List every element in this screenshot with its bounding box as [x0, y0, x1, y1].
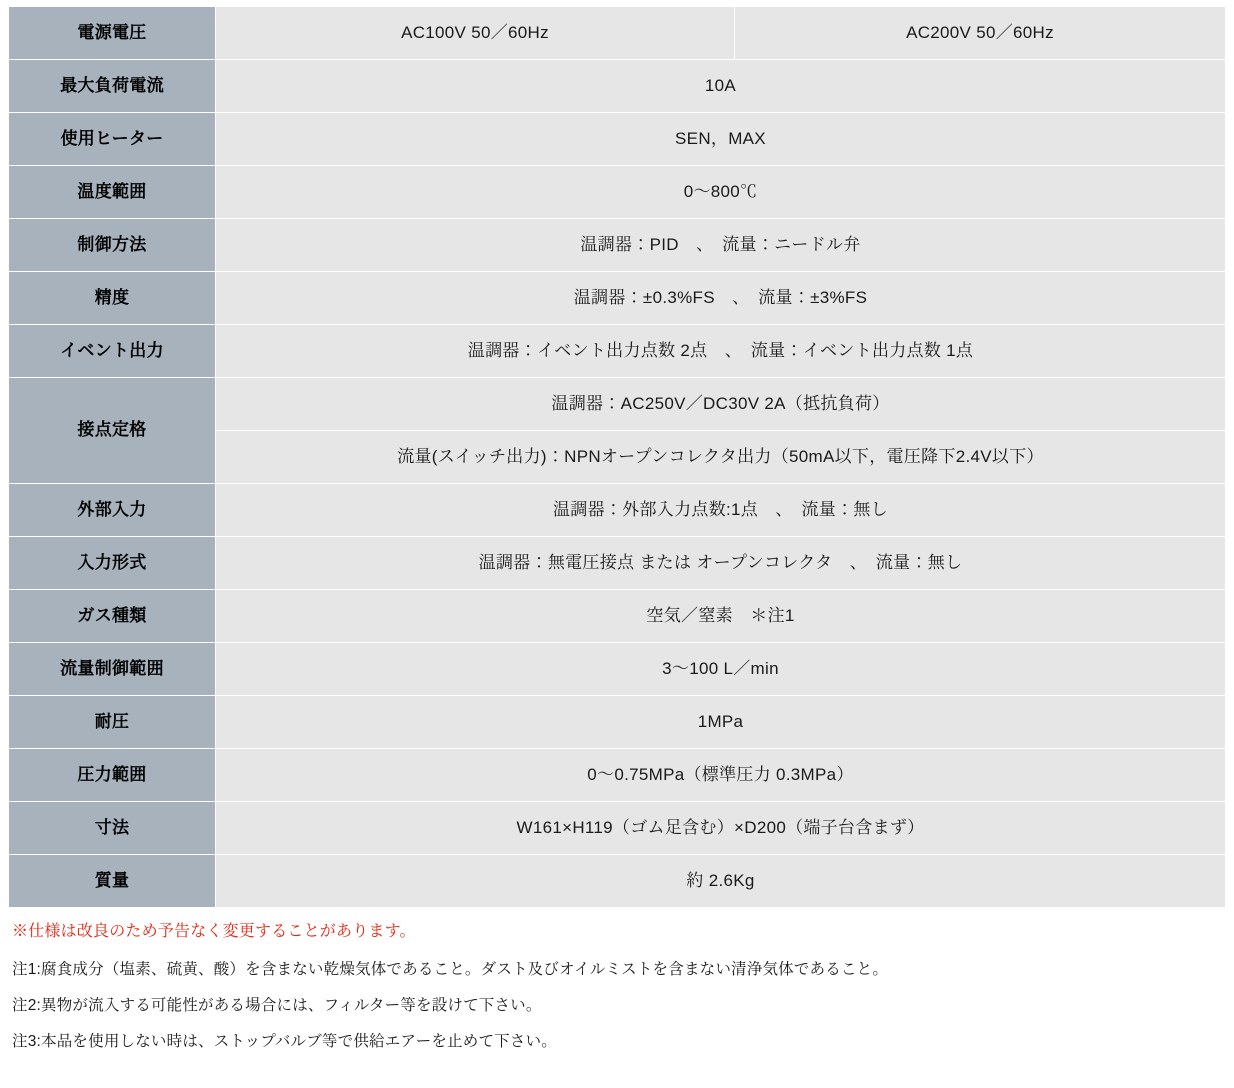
row-header-power-voltage: 電源電圧 — [9, 7, 216, 60]
table-row — [9, 272, 1226, 325]
row-header-pressure-resistance: 耐圧 — [9, 696, 216, 749]
specification-table — [8, 6, 1226, 908]
row-header-accuracy: 精度 — [9, 272, 216, 325]
row-value-contact-rating-flow: 流量(スイッチ出力)：NPNオープンコレクタ出力（50mA以下，電圧降下2.4V以下） — [216, 431, 1226, 484]
table-row — [9, 590, 1226, 643]
notes-section — [8, 920, 1226, 1054]
row-header-gas-type: ガス種類 — [9, 590, 216, 643]
row-header-input-type: 入力形式 — [9, 537, 216, 590]
note-item-1: 注1:腐食成分（塩素、硫黄、酸）を含まない乾燥気体であること。ダスト及びオイルミストを含まない清浄気体であること。 — [12, 961, 889, 978]
table-row — [9, 7, 1226, 60]
row-value-max-load-current: 10A — [216, 60, 1226, 113]
row-value-weight: 約 2.6Kg — [216, 855, 1226, 908]
table-row — [9, 378, 1226, 431]
table-row — [9, 802, 1226, 855]
table-row — [9, 166, 1226, 219]
table-row — [9, 484, 1226, 537]
row-value-contact-rating-controller: 温調器：AC250V／DC30V 2A（抵抗負荷） — [216, 378, 1226, 431]
row-header-event-output: イベント出力 — [9, 325, 216, 378]
row-header-pressure-range: 圧力範囲 — [9, 749, 216, 802]
row-value-power-voltage-100v: AC100V 50／60Hz — [216, 7, 735, 60]
table-row — [9, 643, 1226, 696]
row-header-dimensions: 寸法 — [9, 802, 216, 855]
row-value-pressure-resistance: 1MPa — [216, 696, 1226, 749]
row-value-accuracy: 温調器：±0.3%FS 、 流量：±3%FS — [216, 272, 1226, 325]
row-value-flow-control-range: 3〜100 L／min — [216, 643, 1226, 696]
table-row — [9, 749, 1226, 802]
row-header-flow-control-range: 流量制御範囲 — [9, 643, 216, 696]
row-value-power-voltage-200v: AC200V 50／60Hz — [735, 7, 1226, 60]
row-value-heater: SEN，MAX — [216, 113, 1226, 166]
row-value-temperature-range: 0〜800℃ — [216, 166, 1226, 219]
specification-table-body — [9, 7, 1226, 908]
row-value-control-method: 温調器：PID 、 流量：ニードル弁 — [216, 219, 1226, 272]
table-row — [9, 537, 1226, 590]
row-value-gas-type: 空気／窒素 ＊注1 — [216, 590, 1226, 643]
table-row — [9, 325, 1226, 378]
row-value-external-input: 温調器：外部入力点数:1点 、 流量：無し — [216, 484, 1226, 537]
note-item-3: 注3:本品を使用しない時は、ストップバルブ等で供給エアーを止めて下さい。 — [12, 1033, 557, 1051]
row-header-contact-rating: 接点定格 — [9, 378, 216, 484]
note-item-2: 注2:異物が流入する可能性がある場合には、フィルター等を設けて下さい。 — [12, 997, 542, 1015]
row-value-event-output: 温調器：イベント出力点数 2点 、 流量：イベント出力点数 1点 — [216, 325, 1226, 378]
table-row — [9, 60, 1226, 113]
table-row — [9, 113, 1226, 166]
table-row — [9, 219, 1226, 272]
table-row — [9, 855, 1226, 908]
row-header-control-method: 制御方法 — [9, 219, 216, 272]
table-row — [9, 696, 1226, 749]
row-header-temperature-range: 温度範囲 — [9, 166, 216, 219]
row-value-dimensions: W161×H119（ゴム足含む）×D200（端子台含まず） — [216, 802, 1226, 855]
row-header-heater: 使用ヒーター — [9, 113, 216, 166]
specification-change-warning: ※仕様は改良のため予告なく変更することがあります。 — [12, 923, 416, 940]
row-header-weight: 質量 — [9, 855, 216, 908]
row-value-pressure-range: 0〜0.75MPa（標準圧力 0.3MPa） — [216, 749, 1226, 802]
row-header-max-load-current: 最大負荷電流 — [9, 60, 216, 113]
row-header-external-input: 外部入力 — [9, 484, 216, 537]
row-value-input-type: 温調器：無電圧接点 または オープンコレクタ 、 流量：無し — [216, 537, 1226, 590]
